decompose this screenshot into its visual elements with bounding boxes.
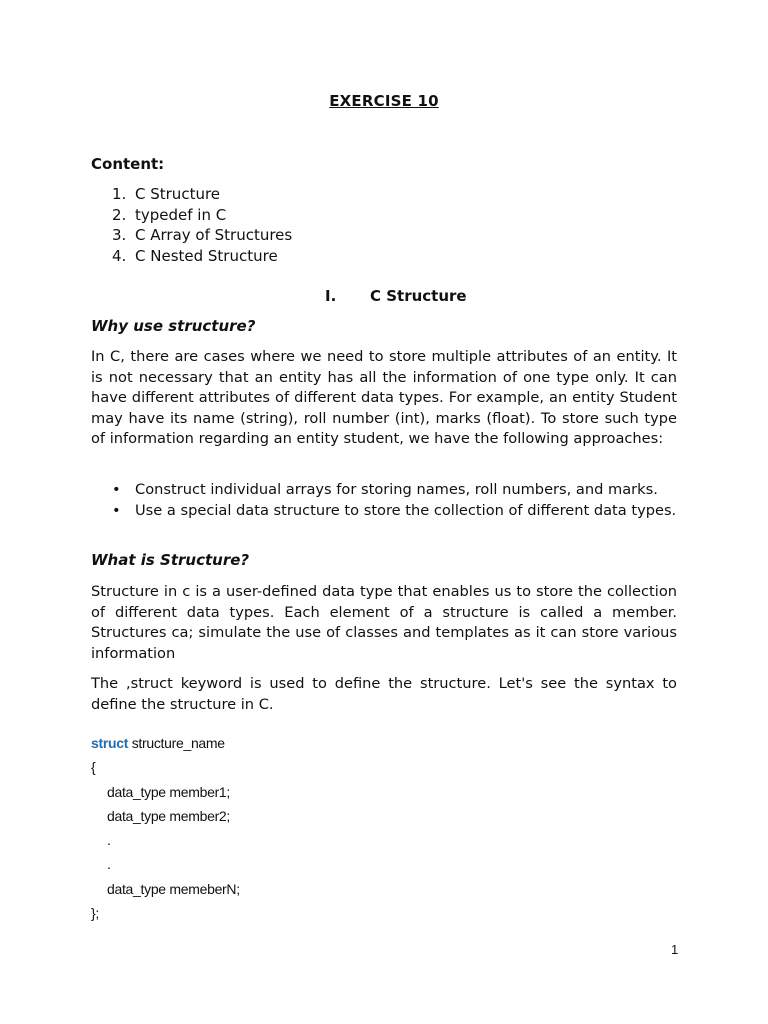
approaches-list [112, 480, 677, 521]
toc-item: 3. C Array of Structures [112, 226, 293, 245]
code-line: . [107, 856, 111, 873]
code-line: struct structure_name [91, 735, 225, 751]
code-block [91, 731, 240, 925]
code-line: data_type memeberN; [107, 880, 240, 897]
code-line: }; [91, 905, 99, 922]
list-item: • Use a special data structure to store the collection of different data types. [112, 501, 677, 522]
toc-item: 4. C Nested Structure [112, 247, 278, 266]
what-is-structure-heading: What is Structure? [91, 551, 250, 569]
list-item: • Construct individual arrays for storing names, roll numbers, and marks. [112, 480, 677, 501]
section-number: I. [325, 287, 337, 305]
code-line: { [91, 759, 96, 776]
code-line: data_type member2; [107, 807, 231, 824]
why-paragraph: In C, there are cases where we need to store multiple attributes of an entity. It is not necessary that an entity has all the information of one type only. It can have different attributes of different data types. For example, an entity Student may have its name (string), roll number (int), marks (float). To store such type of information regarding an entity student, we have the following approaches: [91, 348, 677, 447]
section-title: C Structure [370, 287, 467, 305]
code-keyword: struct [91, 735, 129, 751]
content-heading: Content: [91, 155, 165, 173]
page-title: EXERCISE 10 [329, 92, 439, 110]
bullet-icon: • [112, 501, 121, 519]
what-paragraph: Structure in c is a user-defined data type that enables us to store the collection of different data types. Each element of a structure is called a member. Structures ca; simulate the use of classes and templates as it can store various information [91, 583, 677, 662]
why-use-structure-heading: Why use structure? [91, 317, 256, 335]
struct-keyword-paragraph: The ,struct keyword is used to define the structure. Let's see the syntax to define the structure in C. [91, 675, 677, 713]
toc-item: 2. typedef in C [112, 205, 227, 224]
bullet-icon: • [112, 481, 121, 498]
table-of-contents [112, 184, 292, 267]
page-number: 1 [671, 942, 679, 957]
toc-item: 1. C Structure [112, 185, 221, 203]
code-line: . [107, 832, 111, 849]
code-line: data_type member1; [107, 783, 231, 800]
